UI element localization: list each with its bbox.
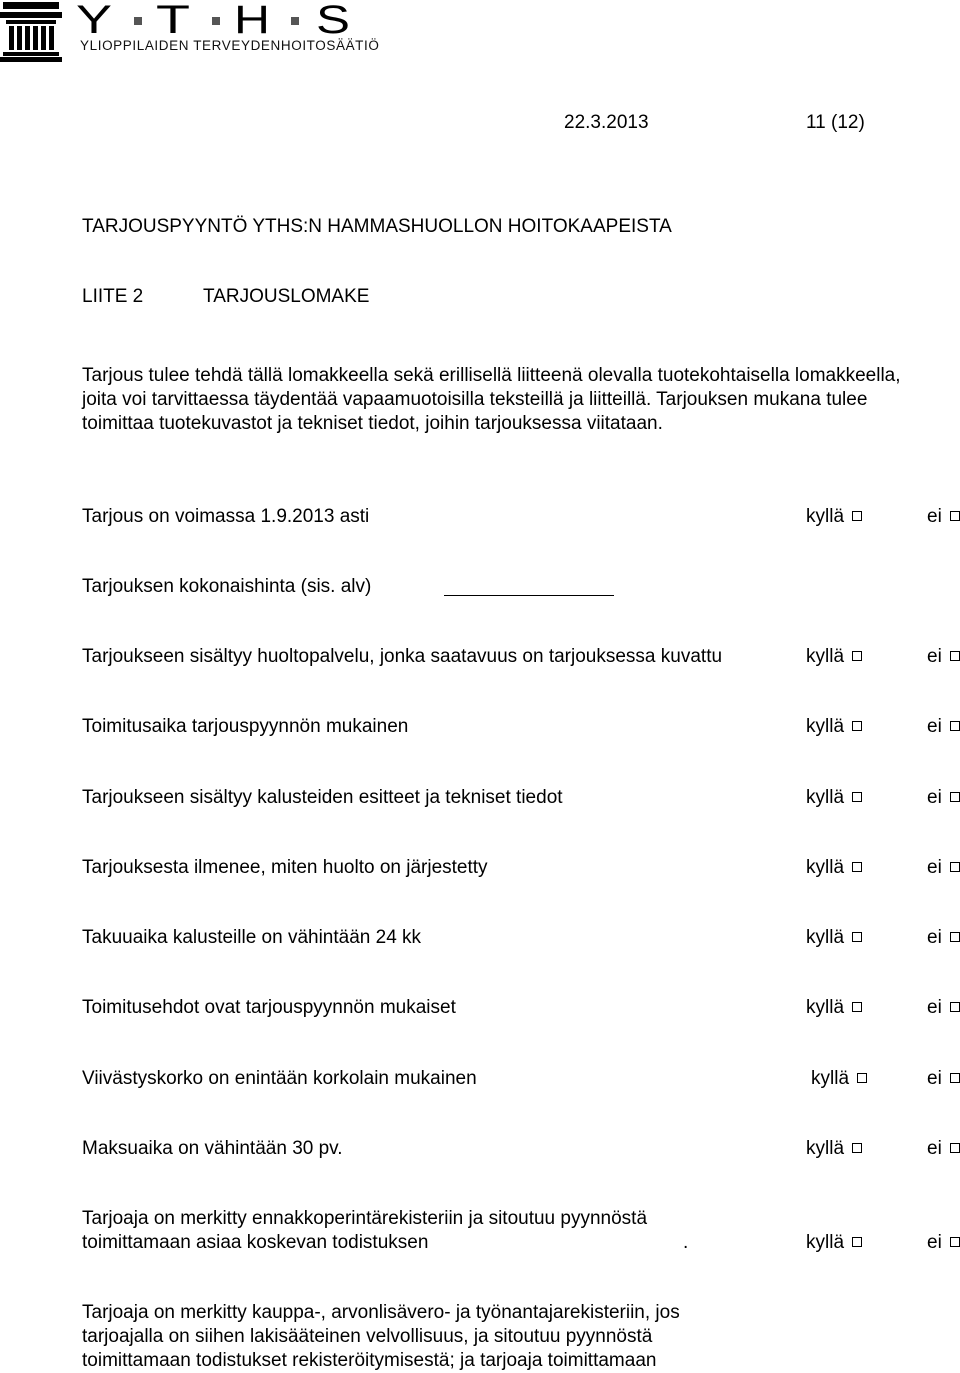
total-price-label: Tarjouksen kokonaishinta (sis. alv) (82, 576, 372, 597)
checkbox-no[interactable] (950, 1143, 960, 1153)
question-prepayment-register-line-2: toimittamaan asiaa koskevan todistuksen (82, 1232, 429, 1253)
svg-text:S: S (316, 2, 350, 36)
option-no[interactable] (927, 1231, 960, 1255)
checkbox-yes[interactable] (852, 511, 862, 521)
option-no[interactable] (927, 1067, 960, 1091)
checkbox-yes[interactable] (852, 932, 862, 942)
question-warranty: Takuuaika kalusteille on vähintään 24 kk (82, 927, 422, 948)
checkbox-no[interactable] (950, 511, 960, 521)
option-yes-label: kyllä (806, 1138, 845, 1159)
checkbox-no[interactable] (950, 862, 960, 872)
checkbox-yes[interactable] (852, 1002, 862, 1012)
intro-line-1: Tarjous tulee tehdä tällä lomakkeella sekä erillisellä liitteenä olevalla tuotekohtaisella lomakkeella, (82, 365, 901, 386)
option-yes-label: kyllä (806, 716, 845, 737)
final-line-2: tarjoajalla on siihen lakisääteinen velvollisuus, ja sitoutuu pyynnöstä (82, 1326, 653, 1347)
checkbox-no[interactable] (950, 932, 960, 942)
logo-wordmark (76, 2, 364, 36)
option-yes[interactable] (806, 715, 862, 739)
checkbox-no[interactable] (950, 1237, 960, 1247)
option-no[interactable] (927, 996, 960, 1020)
svg-text:H: H (234, 2, 270, 36)
checkbox-yes[interactable] (852, 862, 862, 872)
option-no-label: ei (927, 927, 942, 948)
svg-text:Y: Y (76, 2, 112, 36)
question-prepayment-register-line-1: Tarjoaja on merkitty ennakkoperintärekisteriin ja sitoutuu pyynnöstä (82, 1208, 648, 1229)
intro-line-3: toimittaa tuotekuvastot ja tekniset tiedot, joihin tarjouksessa viitataan. (82, 413, 663, 434)
checkbox-no[interactable] (950, 651, 960, 661)
checkbox-yes[interactable] (852, 1237, 862, 1247)
option-no[interactable] (927, 856, 960, 880)
checkbox-no[interactable] (950, 792, 960, 802)
checkbox-yes[interactable] (852, 651, 862, 661)
document-date: 22.3.2013 (564, 112, 649, 133)
checkbox-no[interactable] (950, 721, 960, 731)
question-service-arrangement: Tarjouksesta ilmenee, miten huolto on järjestetty (82, 857, 488, 878)
logo-subtitle: YLIOPPILAIDEN TERVEYDENHOITOSÄÄTIÖ (80, 38, 380, 53)
question-brochures: Tarjoukseen sisältyy kalusteiden esitteet ja tekniset tiedot (82, 787, 563, 808)
checkbox-yes[interactable] (852, 792, 862, 802)
option-yes-label: kyllä (806, 857, 845, 878)
intro-line-2: joita voi tarvittaessa täydentää vapaamuotoisilla teksteillä ja liitteillä. Tarjouksen mukana tulee (82, 389, 868, 410)
option-no-label: ei (927, 646, 942, 667)
option-no[interactable] (927, 926, 960, 950)
final-line-1: Tarjoaja on merkitty kauppa-, arvonlisävero- ja työnantajarekisteriin, jos (82, 1302, 680, 1323)
final-line-3: toimittamaan todistukset rekisteröitymisestä; ja tarjoaja toimittamaan (82, 1350, 657, 1371)
checkbox-yes[interactable] (852, 1143, 862, 1153)
option-yes-label: kyllä (806, 927, 845, 948)
checkbox-yes[interactable] (857, 1073, 867, 1083)
document-title: TARJOUSPYYNTÖ YTHS:N HAMMASHUOLLON HOITOKAAPEISTA (82, 216, 672, 237)
checkbox-no[interactable] (950, 1073, 960, 1083)
option-yes-label: kyllä (806, 506, 845, 527)
column-pillar-icon (0, 0, 62, 62)
option-yes[interactable] (806, 1137, 862, 1161)
option-yes[interactable] (806, 1231, 862, 1255)
option-yes-label: kyllä (811, 1068, 850, 1089)
option-yes[interactable] (806, 645, 862, 669)
attachment-label: LIITE 2 (82, 286, 144, 307)
question-validity: Tarjous on voimassa 1.9.2013 asti (82, 506, 370, 527)
question-delivery-time: Toimitusaika tarjouspyynnön mukainen (82, 716, 409, 737)
option-yes[interactable] (806, 926, 862, 950)
option-no-label: ei (927, 1068, 942, 1089)
option-yes[interactable] (806, 856, 862, 880)
option-no[interactable] (927, 505, 960, 529)
option-no-label: ei (927, 997, 942, 1018)
option-yes[interactable] (806, 505, 862, 529)
option-no-label: ei (927, 787, 942, 808)
question-maintenance: Tarjoukseen sisältyy huoltopalvelu, jonka saatavuus on tarjouksessa kuvattu (82, 646, 723, 667)
question-delivery-terms: Toimitusehdot ovat tarjouspyynnön mukaiset (82, 997, 456, 1018)
option-yes-label: kyllä (806, 1232, 845, 1253)
option-no-label: ei (927, 1232, 942, 1253)
total-price-field[interactable] (444, 595, 614, 596)
option-yes-label: kyllä (806, 646, 845, 667)
option-no-label: ei (927, 1138, 942, 1159)
page-number: 11 (12) (806, 112, 865, 133)
attachment-name: TARJOUSLOMAKE (203, 286, 370, 307)
svg-text:T: T (156, 2, 190, 36)
checkbox-no[interactable] (950, 1002, 960, 1012)
question-late-interest: Viivästyskorko on enintään korkolain mukainen (82, 1068, 477, 1089)
option-no[interactable] (927, 1137, 960, 1161)
option-yes[interactable] (811, 1067, 867, 1091)
option-no[interactable] (927, 715, 960, 739)
option-yes[interactable] (806, 996, 862, 1020)
option-no-label: ei (927, 716, 942, 737)
checkbox-yes[interactable] (852, 721, 862, 731)
option-no[interactable] (927, 786, 960, 810)
option-no-label: ei (927, 857, 942, 878)
option-no-label: ei (927, 506, 942, 527)
option-yes-label: kyllä (806, 787, 845, 808)
stray-dot: . (683, 1232, 689, 1253)
option-yes[interactable] (806, 786, 862, 810)
option-no[interactable] (927, 645, 960, 669)
option-yes-label: kyllä (806, 997, 845, 1018)
question-payment-term: Maksuaika on vähintään 30 pv. (82, 1138, 343, 1159)
